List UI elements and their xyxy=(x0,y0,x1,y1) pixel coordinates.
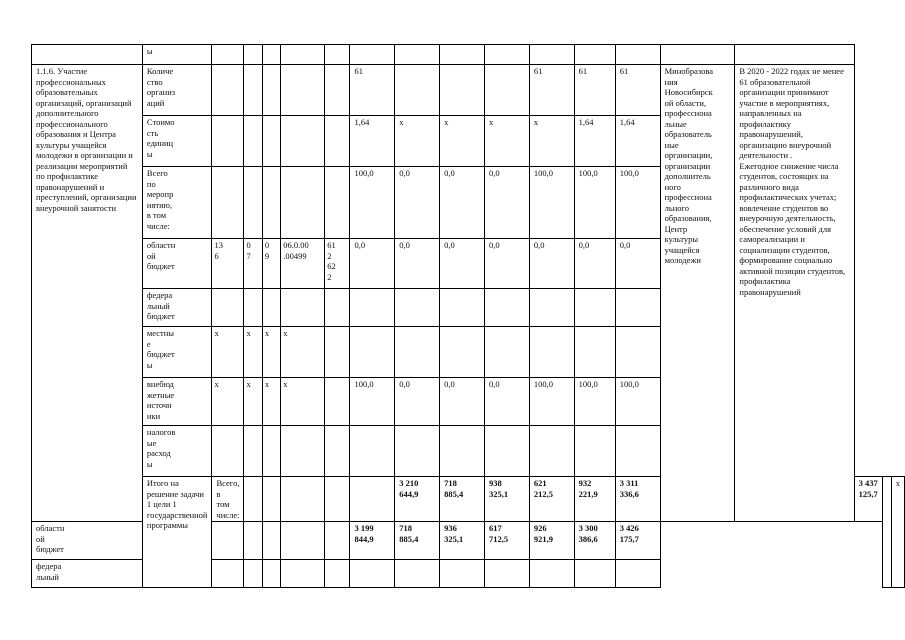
indicator-cell: федера льный xyxy=(32,560,143,588)
code-cell: 0 7 xyxy=(244,239,262,289)
value-cell: 100,0 xyxy=(574,378,615,426)
value-cell: 718 885,4 xyxy=(395,522,440,560)
indicator-cell: Всего по меропр иятию, в том числе: xyxy=(142,167,212,239)
value-cell: 100,0 xyxy=(529,378,574,426)
cell xyxy=(32,45,143,65)
table-row xyxy=(32,45,905,65)
indicator-cell: налогов ые расход ы xyxy=(142,426,212,477)
indicator-cell: Всего, в том числе: xyxy=(212,477,244,522)
code-cell: х xyxy=(244,378,262,426)
value-cell: х xyxy=(395,116,440,167)
value-cell: 0,0 xyxy=(440,378,485,426)
indicator-cell: областн ой бюджет xyxy=(142,239,212,289)
value-cell: х xyxy=(529,116,574,167)
value-cell: 0,0 xyxy=(395,378,440,426)
value-cell: 100,0 xyxy=(615,167,660,239)
result-cell: В 2020 - 2022 годах не менее 61 образовательной организации принимают участие в мероприятиях, направленных на профилактику правонарушений, организацию внеурочной деятельности . Ежегодное снижение числа студентов, состоящих на различного вида профилактических учетах; вовлечение студентов во внеурочную деятельность, обеспечение условий для самореализации и социализации студентов, формирование социально активной позиции студентов, профилактика правонарушений xyxy=(735,65,854,522)
measure-name-cell: 1.1.6. Участие профессиональных образовательных организаций, организаций дополнительного профессионального образования и Центра культуры учащейся молодежи в организации и реализации мероприятий по профилактике правонарушений и преступлений, организации внеурочной занятости xyxy=(32,65,143,522)
value-cell xyxy=(395,65,440,116)
code-cell: х xyxy=(212,327,244,378)
value-cell: 3 300 386,6 xyxy=(574,522,615,560)
value-cell: 0,0 xyxy=(484,378,529,426)
indicator-cell: федера льный бюджет xyxy=(142,289,212,327)
value-cell: 617 712,5 xyxy=(484,522,529,560)
value-cell: 0,0 xyxy=(350,239,395,289)
value-cell: 100,0 xyxy=(574,167,615,239)
code-cell: х xyxy=(281,378,325,426)
value-cell: 0,0 xyxy=(440,239,485,289)
value-cell: 0,0 xyxy=(395,167,440,239)
value-cell: 1,64 xyxy=(615,116,660,167)
value-cell: 0,0 xyxy=(395,239,440,289)
code-cell: 61 2 62 2 xyxy=(325,239,350,289)
value-cell: х xyxy=(440,116,485,167)
value-cell: 61 xyxy=(615,65,660,116)
program-table xyxy=(31,44,905,588)
code-cell: 0 9 xyxy=(262,239,280,289)
result-cell: х xyxy=(891,477,904,588)
value-cell: 61 xyxy=(529,65,574,116)
value-cell: 100,0 xyxy=(529,167,574,239)
value-cell: 0,0 xyxy=(484,239,529,289)
value-cell: 100,0 xyxy=(615,378,660,426)
value-cell: 0,0 xyxy=(615,239,660,289)
value-cell: х xyxy=(484,116,529,167)
value-cell: 936 325,1 xyxy=(440,522,485,560)
value-cell: 3 311 336,6 xyxy=(615,477,660,522)
value-cell: 718 885,4 xyxy=(440,477,485,522)
total-name-cell: Итого на решение задачи 1 цели 1 государственной программы xyxy=(142,477,212,588)
code-cell xyxy=(325,378,350,426)
indicator-cell: внебюд жетные источн ики xyxy=(142,378,212,426)
code-cell: х xyxy=(281,327,325,378)
value-cell: 3 210 644,9 xyxy=(395,477,440,522)
code-cell: 06.0.00 .00499 xyxy=(281,239,325,289)
code-cell: 13 6 xyxy=(212,239,244,289)
value-cell: 0,0 xyxy=(574,239,615,289)
indicator-cell: Стоимо сть единиц ы xyxy=(142,116,212,167)
cell: ы xyxy=(142,45,212,65)
indicator-cell: местны е бюджет ы xyxy=(142,327,212,378)
value-cell: 621 212,5 xyxy=(529,477,574,522)
value-cell: 938 325,1 xyxy=(484,477,529,522)
code-cell: х xyxy=(212,378,244,426)
table-row xyxy=(32,65,905,116)
code-cell: х xyxy=(262,378,280,426)
value-cell: 3 199 844,9 xyxy=(350,522,395,560)
value-cell: 1,64 xyxy=(350,116,395,167)
value-cell xyxy=(440,65,485,116)
indicator-cell: областн ой бюджет xyxy=(32,522,143,560)
value-cell: 0,0 xyxy=(529,239,574,289)
executor-cell xyxy=(882,477,891,588)
value-cell: 3 437 125,7 xyxy=(854,477,882,522)
executor-cell: Минобразова ния Новосибирск ой области, профессиона льные образователь ные организации, организации дополнитель ного профессиона льного образования, Центр культуры учащейся молодежи xyxy=(660,65,735,522)
code-cell xyxy=(325,327,350,378)
value-cell: 926 921,9 xyxy=(529,522,574,560)
value-cell xyxy=(484,65,529,116)
code-cell: х xyxy=(262,327,280,378)
value-cell: 100,0 xyxy=(350,378,395,426)
value-cell: 61 xyxy=(350,65,395,116)
value-cell: 0,0 xyxy=(484,167,529,239)
value-cell: 1,64 xyxy=(574,116,615,167)
indicator-cell: Количе ство организ аций xyxy=(142,65,212,116)
code-cell: х xyxy=(244,327,262,378)
value-cell: 0,0 xyxy=(440,167,485,239)
value-cell: 3 426 175,7 xyxy=(615,522,660,560)
value-cell: 932 221,9 xyxy=(574,477,615,522)
value-cell: 100,0 xyxy=(350,167,395,239)
value-cell: 61 xyxy=(574,65,615,116)
